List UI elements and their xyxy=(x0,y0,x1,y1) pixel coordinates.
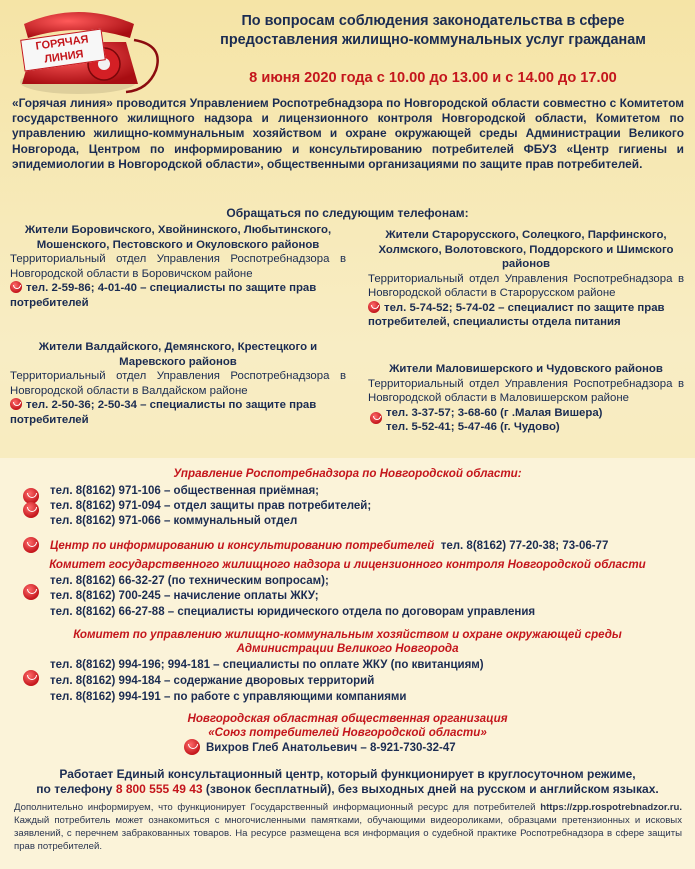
region-title: Жители Валдайского, Демянского, Крестецкого и Маревского районов xyxy=(38,341,318,368)
consumer-center: Центр по информированию и консультированию потребителей тел. 8(8162) 77-20-38; 73-06-77 xyxy=(50,540,609,552)
phone-icon xyxy=(10,281,22,293)
gzhn-phone-2: тел. 8(8162) 700-245 – начисление оплаты ЖКУ; xyxy=(50,590,319,602)
region-title: Жители Маловишерского и Чудовского районов xyxy=(389,363,663,375)
phone-line: тел. 5-52-41; 5-47-46 (г. Чудово) xyxy=(386,421,560,433)
phone-line: тел. 3-37-57; 3-68-60 (г .Малая Вишера) xyxy=(386,406,684,421)
resource-link[interactable]: https://zpp.rospotrebnadzor.ru. xyxy=(540,802,682,813)
phone-icon xyxy=(23,584,39,600)
rospotreb-phone-1: тел. 8(8162) 971-106 – общественная приёмная; xyxy=(50,485,319,497)
zhkh-phone-3: тел. 8(8162) 994-191 – по работе с управляющими компаниями xyxy=(50,691,407,703)
region-borovichi xyxy=(10,223,346,310)
phone-icon xyxy=(23,502,39,518)
region-staraya-russa xyxy=(368,228,684,330)
gzhn-title: Комитет государственного жилищного надзора и лицензионного контроля Новгородской области xyxy=(49,558,646,571)
badge-line-2: ЛИНИЯ xyxy=(43,48,85,66)
region-malaya-vishera xyxy=(368,362,684,435)
region-office: Территориальный отдел Управления Роспотребнадзора в Новгородской области в Маловишерском районе xyxy=(368,377,684,404)
rospotreb-phone-3: тел. 8(8162) 971-066 – коммунальный отдел xyxy=(50,515,298,527)
phone-icon xyxy=(184,739,200,755)
rospotreb-title: Управление Роспотребнадзора по Новгородской области: xyxy=(173,467,522,480)
header-title-line-1: По вопросам соблюдения законодательства в сфере xyxy=(241,13,625,29)
region-title: Жители Старорусского, Солецкого, Парфинского, Холмского, Волотовского, Поддорского и Шимского районов xyxy=(378,229,674,270)
region-office: Территориальный отдел Управления Роспотребнадзора в Новгородской области в Валдайском районе xyxy=(10,370,346,397)
ekc-line-1: Работает Единый консультационный центр, который функционирует в круглосуточном режиме, xyxy=(59,767,636,781)
badge-line-1: ГОРЯЧАЯ xyxy=(34,33,90,53)
gzhn-phone-1: тел. 8(8162) 66-32-27 (по техническим вопросам); xyxy=(50,575,329,587)
phone-icon xyxy=(10,398,22,410)
union-title-1: Новгородская областная общественная организация xyxy=(187,712,508,725)
hotline-date: 8 июня 2020 года с 10.00 до 13.00 и с 14.00 до 17.00 xyxy=(249,70,617,86)
union-contact: Вихров Глеб Анатольевич – 8-921-730-32-47 xyxy=(206,742,456,754)
intro-paragraph: «Горячая линия» проводится Управлением Роспотребнадзора по Новгородской области совместно с Комитетом государственного жилищного надзора и лицензионного контроля Новгородской области, Комитетом по управлению жилищно-коммунальным хозяйством и охране окружающей среды Администрации Великого Новгорода, Центром по информированию и консультированию потребителей ФБУЗ «Центр гигиены и эпидемиологии в Новгородской области», общественными организациями по защите прав потребителей. xyxy=(12,96,684,171)
zhkh-title-1: Комитет по управлению жилищно-коммунальным хозяйством и охране окружающей среды xyxy=(73,628,622,641)
region-office: Территориальный отдел Управления Роспотребнадзора в Новгородской области в Боровичском районе xyxy=(10,253,346,280)
zhkh-phone-1: тел. 8(8162) 994-196; 994-181 – специалисты по оплате ЖКУ (по квитанциям) xyxy=(50,659,484,671)
phone-icon xyxy=(370,412,382,424)
header-title xyxy=(178,12,688,50)
region-phones: тел. 2-59-86; 4-01-40 – специалисты по защите прав потребителей xyxy=(10,282,317,309)
ekc-phone: 8 800 555 49 43 xyxy=(115,782,203,796)
region-valday xyxy=(10,340,346,427)
region-office: Территориальный отдел Управления Роспотребнадзора в Новгородской области в Старорусском районе xyxy=(368,272,684,299)
zhkh-phone-2: тел. 8(8162) 994-184 – содержание дворовых территорий xyxy=(50,675,375,687)
rospotreb-phone-2: тел. 8(8162) 971-094 – отдел защиты прав потребителей; xyxy=(50,500,372,512)
phones-heading: Обращаться по следующим телефонам: xyxy=(226,206,469,220)
gzhn-phone-3: тел. 8(8162) 66-27-88 – специалисты юридического отдела по договорам управления xyxy=(50,606,536,618)
header-title-line-2: предоставления жилищно-коммунальных услуг гражданам xyxy=(220,32,646,48)
phone-icon xyxy=(23,537,39,553)
ekc-line-2: по телефону 8 800 555 49 43 (звонок бесплатный), без выходных дней на русском и английском языках. xyxy=(36,782,659,796)
phone-icon xyxy=(23,670,39,686)
zhkh-title-2: Администрации Великого Новгорода xyxy=(236,642,459,655)
phone-icon xyxy=(368,301,380,313)
footer-note: Дополнительно информируем, что функционирует Государственный информационный ресурс для потребителей https://zpp.rospotrebnadzor.ru. Каждый потребитель может ознакомиться с многочисленными памятками, обучающими видеороликами, образцами претензионных и исковых заявлений, с перечнем забракованных товаров. На ресурсе размещена вся информация о судебной практике Роспотребнадзора в сфере защиты прав потребителей. xyxy=(14,802,682,852)
union-title-2: «Союз потребителей Новгородской области» xyxy=(208,726,487,739)
region-title: Жители Боровичского, Хвойнинского, Любытинского, Мошенского, Пестовского и Окуловского районов xyxy=(24,224,332,251)
region-phones xyxy=(368,406,684,435)
region-phones: тел. 2-50-36; 2-50-34 – специалисты по защите прав потребителей xyxy=(10,399,317,426)
region-phones: тел. 5-74-52; 5-74-02 – специалист по защите прав потребителей, специалисты отдела питания xyxy=(368,301,665,328)
